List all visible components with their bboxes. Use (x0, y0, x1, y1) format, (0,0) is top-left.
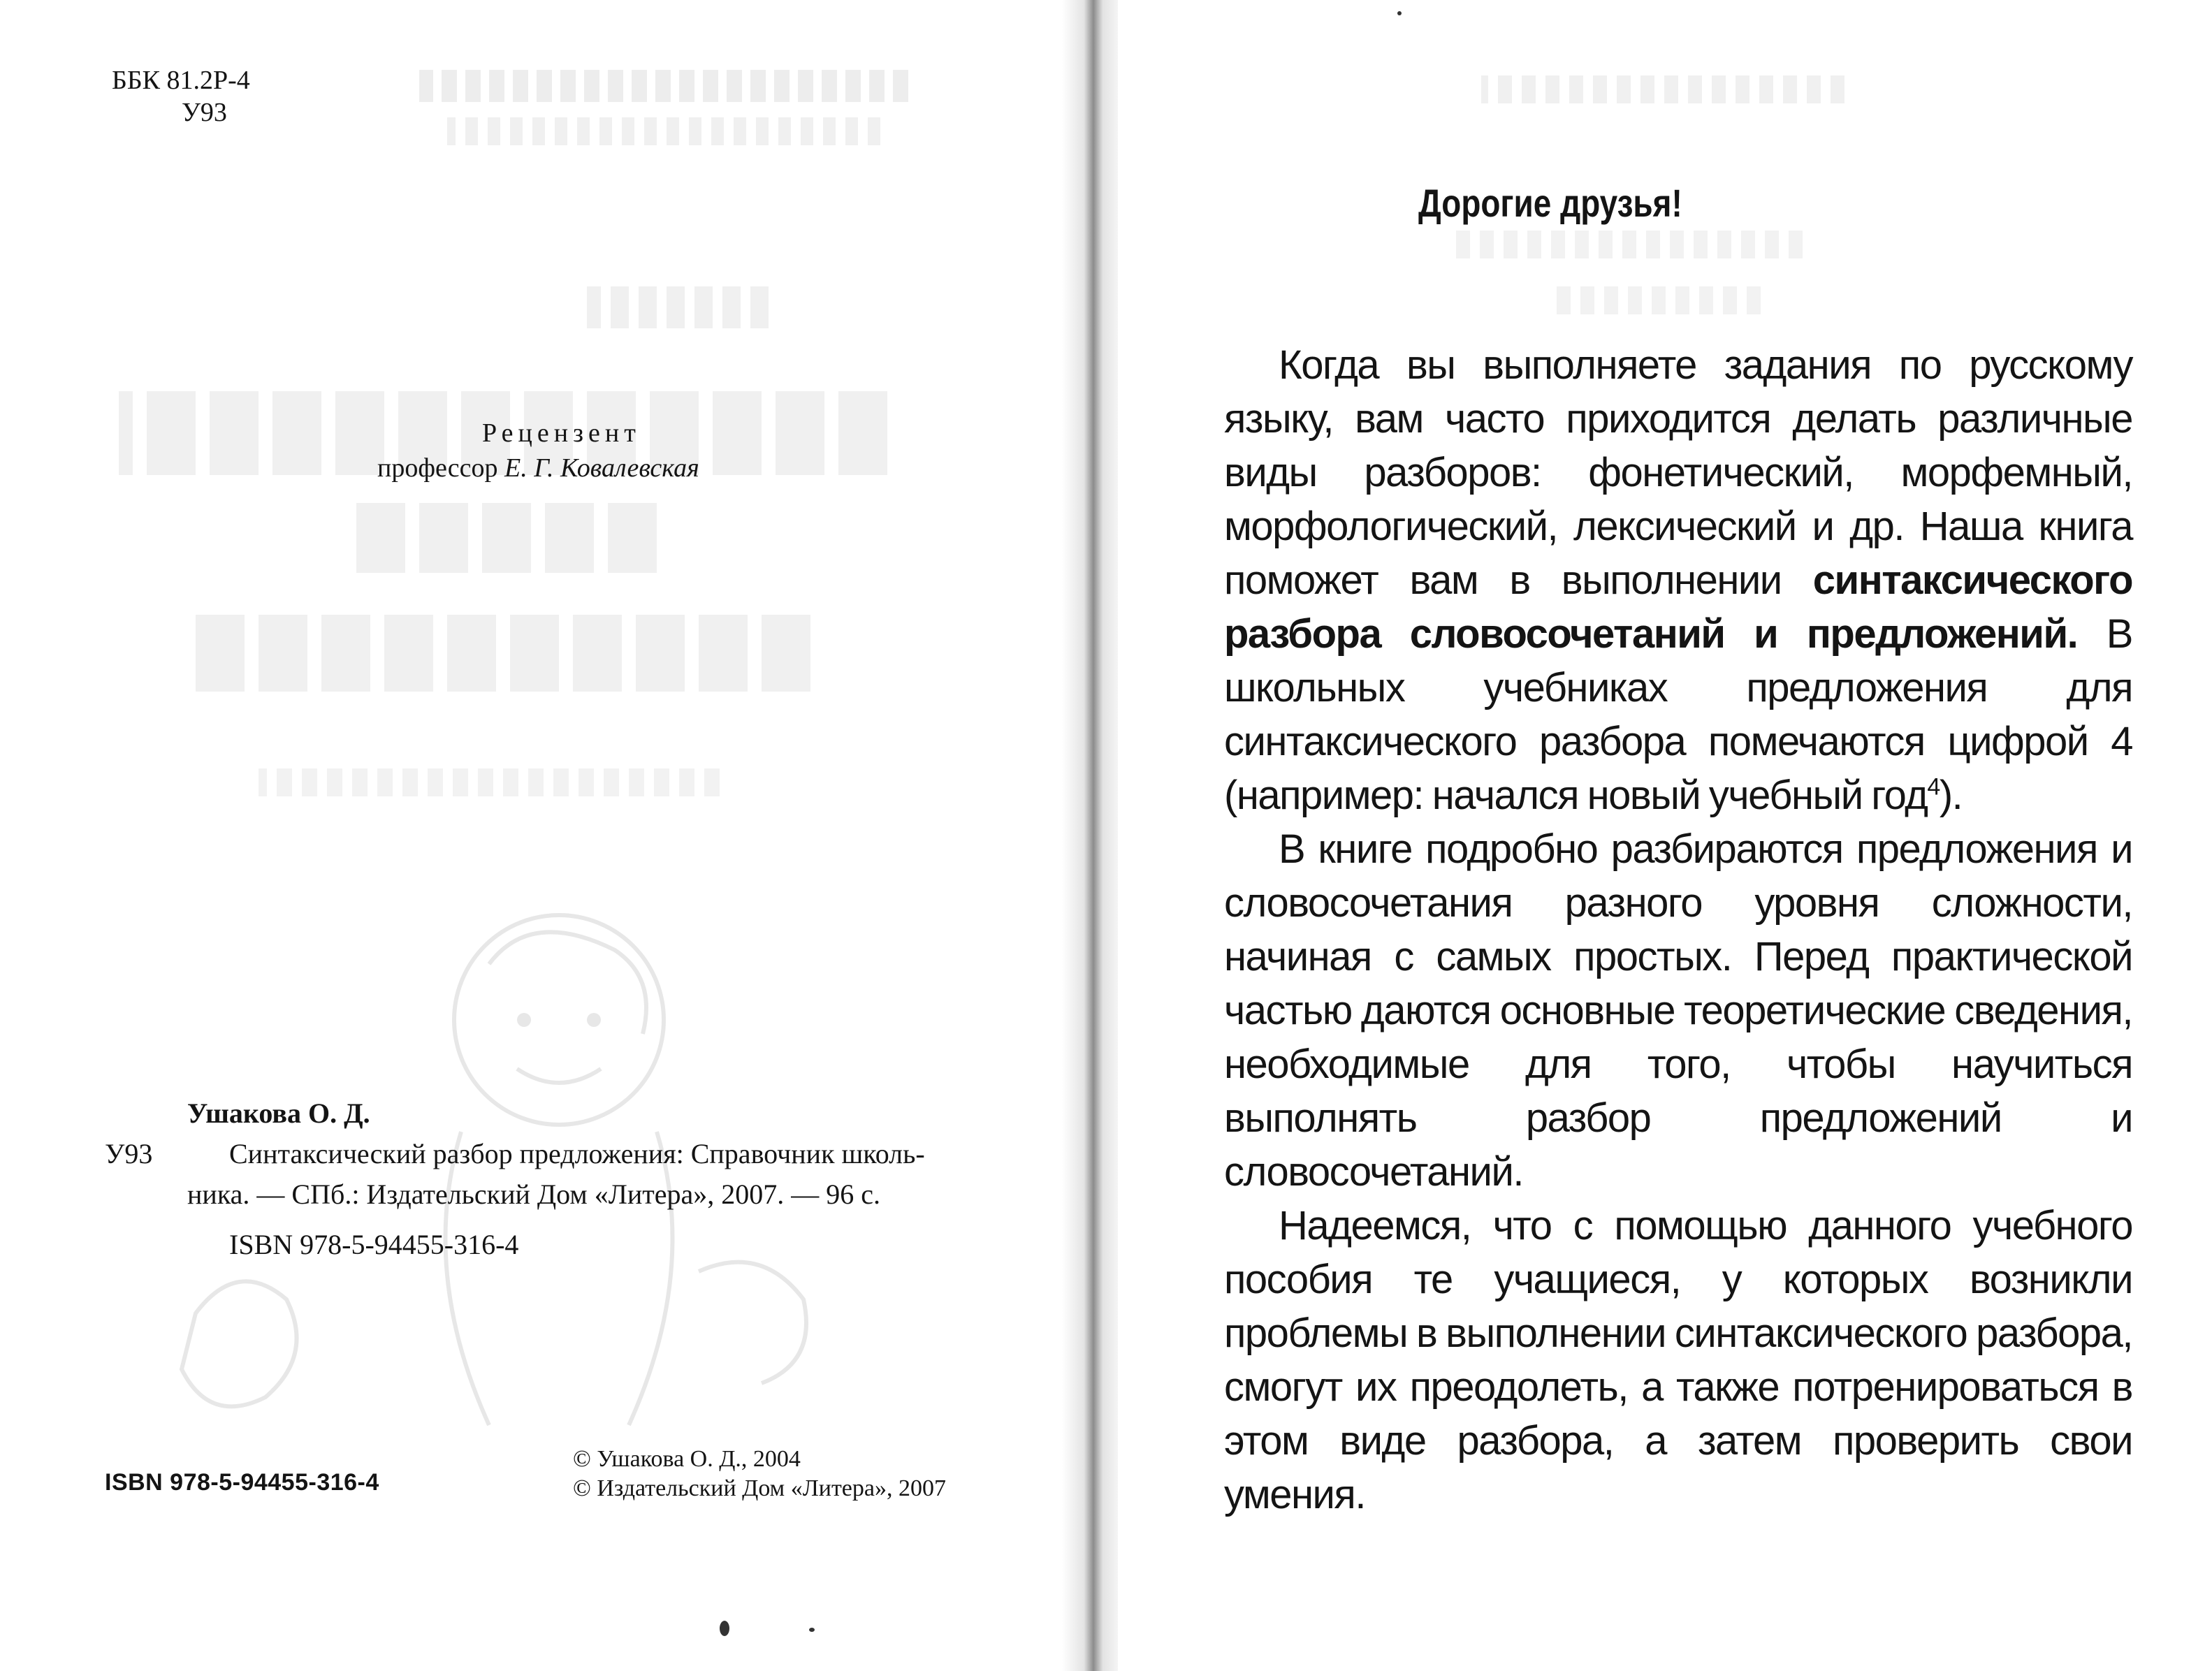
intro-paragraph-1 (1224, 338, 2132, 822)
show-through-shadow (447, 117, 880, 145)
intro-paragraph-3: Надеемся, что с помощью данного учебного пособия те учащиеся, у которых возникли проблемы в выполнении синтаксического разбора, смогут их преодолеть, а также потренироваться в этом виде разбора, а затем проверить свои умения. (1224, 1203, 2132, 1517)
record-author: Ушакова О. Д. (187, 1097, 370, 1129)
reviewer-title: профессор (377, 453, 498, 483)
p1-superscript: 4 (1927, 773, 1940, 801)
library-classification-code (112, 64, 250, 129)
show-through-shadow (349, 503, 657, 573)
reviewer-name: Е. Г. Ковалевская (504, 453, 699, 483)
record-catalog-code: У93 (105, 1138, 153, 1169)
show-through-shadow (259, 768, 720, 796)
page-heading: Дорогие друзья! (1418, 181, 1682, 225)
reviewer-name-line (377, 451, 796, 486)
show-through-shadow (1453, 231, 1803, 258)
record-description-line2: ника. — СПб.: Издательский Дом «Литера», 2007. — 96 с. (187, 1179, 881, 1210)
book-spine-shadow (1062, 0, 1125, 1671)
show-through-shadow (182, 615, 810, 692)
reviewer-label: Рецензент (482, 418, 641, 448)
show-through-shadow (419, 70, 908, 102)
bibliographic-record (105, 1093, 1027, 1265)
record-isbn: ISBN 978-5-94455-316-4 (229, 1229, 519, 1260)
show-through-shadow (1551, 286, 1761, 314)
copyright-publisher: © Издательский Дом «Литера», 2007 (573, 1475, 946, 1501)
show-through-shadow (1481, 75, 1844, 103)
copyright-block (573, 1445, 946, 1503)
record-description-line1: Синтаксический разбор предложения: Справочник школь- (229, 1138, 925, 1169)
p1-emphasis: синтаксического разбора словосочетаний и предложений. (1224, 557, 2132, 657)
p1-text-middle: В школьных учебниках предложения для синтаксического разбора помечаются цифрой 4 (например: начался новый учебный год (1224, 611, 2132, 818)
left-page (0, 0, 1090, 1671)
author-mark-code: У93 (182, 98, 227, 127)
print-speck (720, 1621, 729, 1636)
record-description (105, 1134, 1027, 1174)
reviewer-block (377, 416, 796, 486)
intro-paragraph-2: В книге подробно разбираются предложения и словосочетания разного уровня сложности, начиная с самых простых. Перед практической частью даются основные теоретические сведения, необходимые для того, чтобы научиться выполнять разбор предложений и словосочетаний. (1224, 826, 2132, 1195)
p1-text-start: Когда вы выполняете задания по русскому языку, вам часто приходится делать различные виды разборов: фонетический, морфемный, морфологический, лексический и др. Наша книга поможет вам в выполнении (1224, 342, 2132, 603)
show-through-shadow (587, 286, 769, 328)
print-speck (809, 1628, 815, 1632)
bbk-code: ББК 81.2Р-4 (112, 66, 250, 95)
print-speck (1397, 11, 1402, 15)
isbn-footer: ISBN 978-5-94455-316-4 (105, 1469, 379, 1496)
intro-text (1224, 338, 2132, 1522)
copyright-author: © Ушакова О. Д., 2004 (573, 1446, 801, 1472)
p1-text-end: ). (1939, 773, 1963, 818)
